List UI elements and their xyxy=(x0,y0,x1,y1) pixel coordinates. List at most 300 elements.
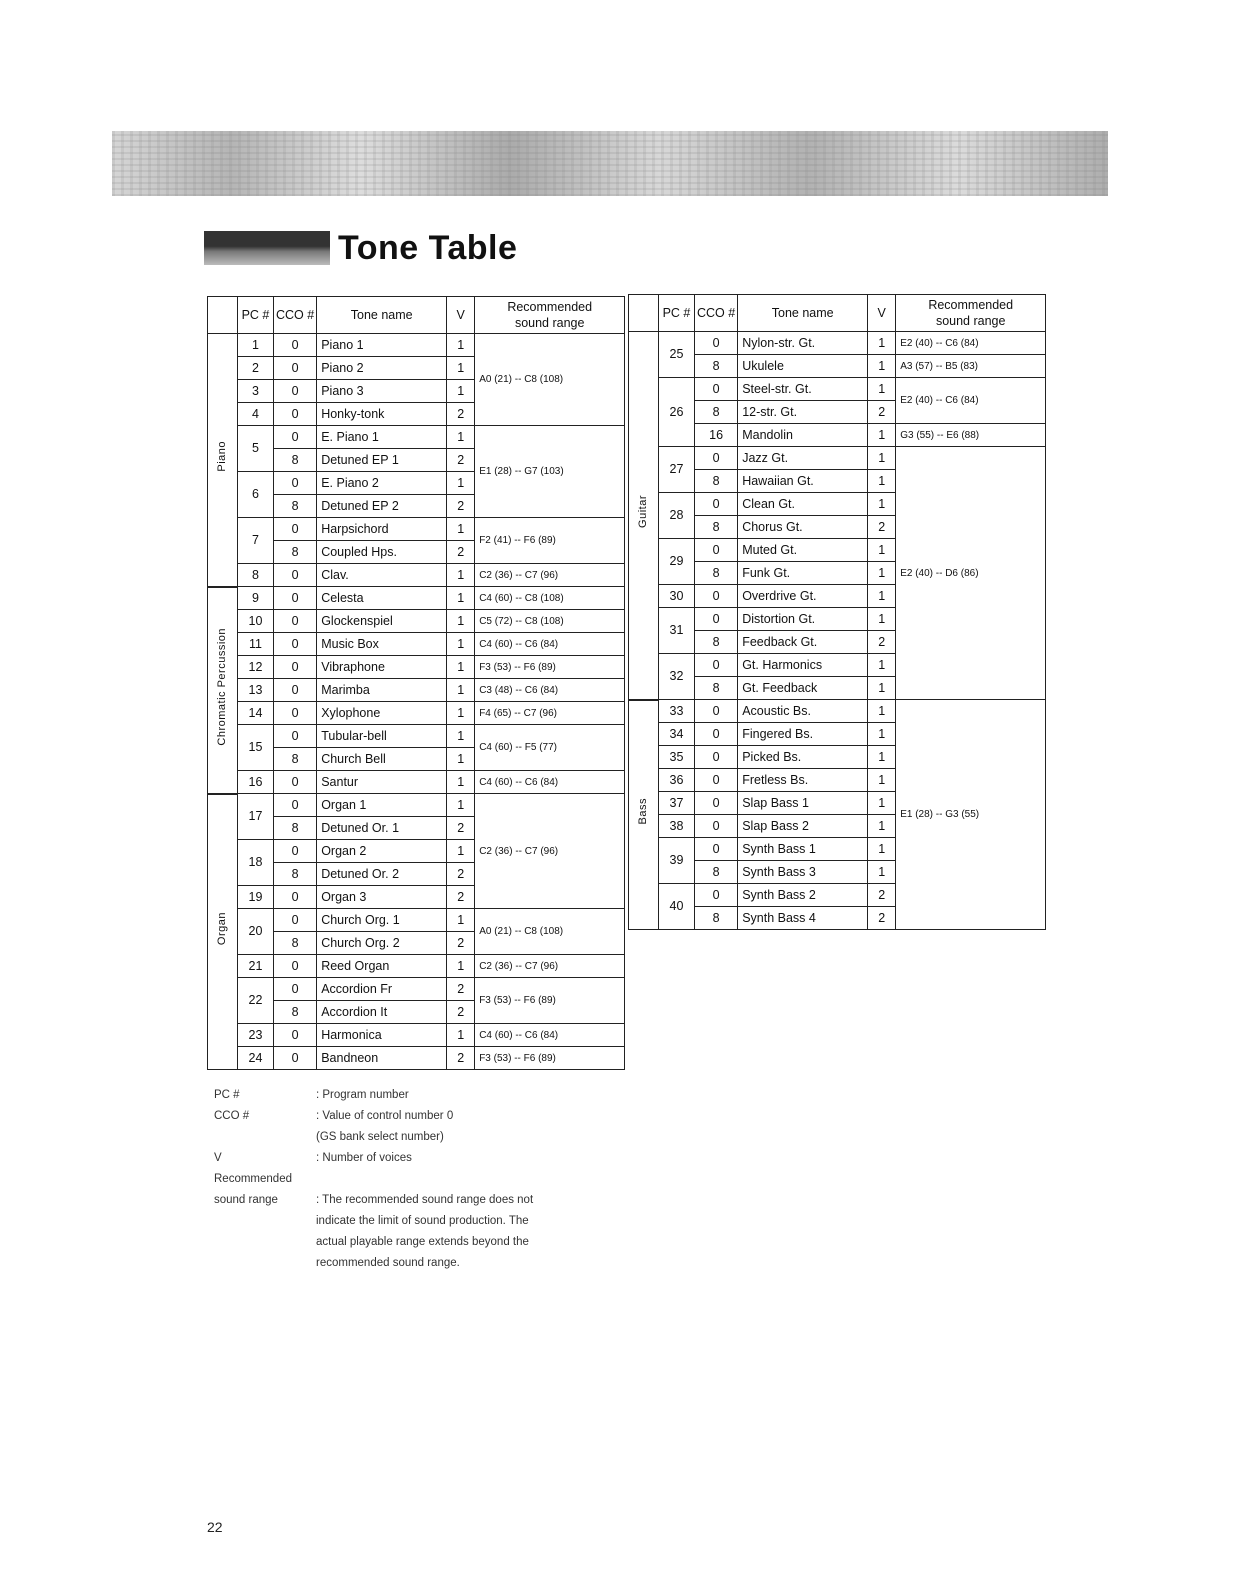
voice-count: 1 xyxy=(447,1024,475,1047)
pc-number: 26 xyxy=(659,378,695,447)
legend-description: : Program number xyxy=(316,1089,409,1101)
sound-range: E2 (40) -- C6 (84) xyxy=(896,378,1046,424)
pc-number: 39 xyxy=(659,838,695,884)
voice-count: 2 xyxy=(447,1001,475,1024)
header-pc: PC # xyxy=(659,295,695,332)
cco-number: 0 xyxy=(695,746,738,769)
pc-number: 11 xyxy=(238,633,274,656)
tone-name: Distortion Gt. xyxy=(738,608,868,631)
cco-number: 0 xyxy=(274,357,317,380)
cco-number: 0 xyxy=(274,426,317,449)
tone-name: Honky-tonk xyxy=(317,403,447,426)
cco-number: 8 xyxy=(695,631,738,654)
voice-count: 1 xyxy=(868,493,896,516)
legend-term: Recommended xyxy=(214,1173,292,1185)
cco-number: 0 xyxy=(695,493,738,516)
cco-number: 0 xyxy=(274,633,317,656)
header-tone-name: Tone name xyxy=(738,295,868,332)
pc-number: 35 xyxy=(659,746,695,769)
header-range-line2: sound range xyxy=(935,314,1006,328)
voice-count: 1 xyxy=(447,794,475,817)
tone-name: Bandneon xyxy=(317,1047,447,1070)
tone-name: Hawaiian Gt. xyxy=(738,470,868,493)
table-row xyxy=(208,610,625,633)
table-row xyxy=(629,378,1046,401)
table-row xyxy=(208,633,625,656)
pc-number: 27 xyxy=(659,447,695,493)
pc-number: 40 xyxy=(659,884,695,930)
cco-number: 0 xyxy=(695,792,738,815)
pc-number: 2 xyxy=(238,357,274,380)
pc-number: 36 xyxy=(659,769,695,792)
voice-count: 1 xyxy=(868,424,896,447)
sound-range: C2 (36) -- C7 (96) xyxy=(475,564,625,587)
voice-count: 1 xyxy=(447,357,475,380)
voice-count: 1 xyxy=(447,656,475,679)
cco-number: 0 xyxy=(695,585,738,608)
sound-range: C2 (36) -- C7 (96) xyxy=(475,955,625,978)
table-row xyxy=(208,656,625,679)
tone-name: Accordion Fr xyxy=(317,978,447,1001)
cco-number: 0 xyxy=(695,769,738,792)
header-corner xyxy=(208,297,238,334)
tone-table-left xyxy=(207,296,625,1070)
table-row xyxy=(208,794,625,817)
cco-number: 0 xyxy=(274,380,317,403)
cco-number: 8 xyxy=(695,907,738,930)
category-label xyxy=(208,794,238,1070)
cco-number: 8 xyxy=(695,677,738,700)
cco-number: 0 xyxy=(274,840,317,863)
tone-name: Gt. Feedback xyxy=(738,677,868,700)
legend-row xyxy=(214,1127,616,1148)
tone-name: Piano 1 xyxy=(317,334,447,357)
tone-name: Accordion It xyxy=(317,1001,447,1024)
voice-count: 2 xyxy=(447,886,475,909)
legend-row xyxy=(214,1148,616,1169)
cco-number: 0 xyxy=(695,332,738,355)
cco-number: 0 xyxy=(274,679,317,702)
tone-name: Organ 3 xyxy=(317,886,447,909)
voice-count: 1 xyxy=(868,815,896,838)
cco-number: 0 xyxy=(695,884,738,907)
pc-number: 20 xyxy=(238,909,274,955)
pc-number: 4 xyxy=(238,403,274,426)
tone-name: Tubular-bell xyxy=(317,725,447,748)
pc-number: 13 xyxy=(238,679,274,702)
legend-description: (GS bank select number) xyxy=(316,1131,444,1143)
voice-count: 2 xyxy=(868,401,896,424)
tone-name: Santur xyxy=(317,771,447,794)
pc-number: 34 xyxy=(659,723,695,746)
voice-count: 1 xyxy=(868,700,896,723)
tone-name: Glockenspiel xyxy=(317,610,447,633)
voice-count: 1 xyxy=(868,769,896,792)
tone-name: Piano 2 xyxy=(317,357,447,380)
cco-number: 0 xyxy=(695,723,738,746)
tone-name: Church Org. 2 xyxy=(317,932,447,955)
pc-number: 24 xyxy=(238,1047,274,1070)
legend-row xyxy=(214,1232,616,1253)
cco-number: 0 xyxy=(274,656,317,679)
legend-row xyxy=(214,1106,616,1127)
sound-range: C3 (48) -- C6 (84) xyxy=(475,679,625,702)
voice-count: 2 xyxy=(447,449,475,472)
cco-number: 0 xyxy=(274,702,317,725)
title-area xyxy=(204,226,517,270)
tone-name: Vibraphone xyxy=(317,656,447,679)
pc-number: 18 xyxy=(238,840,274,886)
table-row xyxy=(208,955,625,978)
sound-range: E1 (28) -- G7 (103) xyxy=(475,426,625,518)
sound-range: F3 (53) -- F6 (89) xyxy=(475,978,625,1024)
legend-description xyxy=(316,1169,616,1190)
sound-range: C4 (60) -- C6 (84) xyxy=(475,1024,625,1047)
legend-term xyxy=(214,1232,316,1253)
tone-name: Detuned Or. 1 xyxy=(317,817,447,840)
legend-description: recommended sound range. xyxy=(316,1257,460,1269)
tone-name: Music Box xyxy=(317,633,447,656)
sound-range: A0 (21) -- C8 (108) xyxy=(475,334,625,426)
tone-name: Church Org. 1 xyxy=(317,909,447,932)
voice-count: 1 xyxy=(447,380,475,403)
tone-name: Jazz Gt. xyxy=(738,447,868,470)
tone-name: Clav. xyxy=(317,564,447,587)
legend-description: actual playable range extends beyond the xyxy=(316,1236,529,1248)
tone-name: Nylon-str. Gt. xyxy=(738,332,868,355)
tone-name: Xylophone xyxy=(317,702,447,725)
tone-name: Celesta xyxy=(317,587,447,610)
header-range-line2: sound range xyxy=(514,316,585,330)
sound-range: C4 (60) -- C6 (84) xyxy=(475,633,625,656)
header-voices: V xyxy=(868,295,896,332)
pc-number: 6 xyxy=(238,472,274,518)
voice-count: 1 xyxy=(868,654,896,677)
legend-term: PC # xyxy=(214,1089,240,1101)
cco-number: 0 xyxy=(695,447,738,470)
table-row xyxy=(208,1024,625,1047)
sound-range: C2 (36) -- C7 (96) xyxy=(475,794,625,909)
cco-number: 0 xyxy=(274,794,317,817)
cco-number: 0 xyxy=(695,654,738,677)
sound-range: E2 (40) -- D6 (86) xyxy=(896,447,1046,700)
tone-name: E. Piano 1 xyxy=(317,426,447,449)
table-row xyxy=(208,518,625,541)
tone-name: Synth Bass 4 xyxy=(738,907,868,930)
sound-range: F4 (65) -- C7 (96) xyxy=(475,702,625,725)
voice-count: 1 xyxy=(868,470,896,493)
voice-count: 1 xyxy=(868,677,896,700)
header-corner xyxy=(629,295,659,332)
tone-name: Slap Bass 2 xyxy=(738,815,868,838)
voice-count: 2 xyxy=(447,495,475,518)
voice-count: 2 xyxy=(447,978,475,1001)
pc-number: 31 xyxy=(659,608,695,654)
header-cco: CCO # xyxy=(695,295,738,332)
cco-number: 0 xyxy=(695,378,738,401)
category-label xyxy=(208,587,238,794)
voice-count: 2 xyxy=(447,403,475,426)
page-title: Tone Table xyxy=(338,228,518,267)
legend-description: : Value of control number 0 xyxy=(316,1110,454,1122)
voice-count: 2 xyxy=(868,631,896,654)
cco-number: 0 xyxy=(695,608,738,631)
cco-number: 0 xyxy=(695,838,738,861)
cco-number: 8 xyxy=(274,932,317,955)
voice-count: 1 xyxy=(447,633,475,656)
cco-number: 0 xyxy=(274,587,317,610)
legend-description: : The recommended sound range does not xyxy=(316,1194,534,1206)
cco-number: 0 xyxy=(274,886,317,909)
category-name: Guitar xyxy=(637,495,649,529)
pc-number: 8 xyxy=(238,564,274,587)
tone-name: Funk Gt. xyxy=(738,562,868,585)
voice-count: 1 xyxy=(868,608,896,631)
header-recommended-range xyxy=(896,295,1046,332)
cco-number: 16 xyxy=(695,424,738,447)
tone-name: Detuned EP 1 xyxy=(317,449,447,472)
tone-name: Fretless Bs. xyxy=(738,769,868,792)
table-row xyxy=(208,564,625,587)
pc-number: 16 xyxy=(238,771,274,794)
sound-range: F2 (41) -- F6 (89) xyxy=(475,518,625,564)
voice-count: 2 xyxy=(447,1047,475,1070)
cco-number: 8 xyxy=(274,495,317,518)
cco-number: 0 xyxy=(695,700,738,723)
voice-count: 1 xyxy=(447,725,475,748)
table-row xyxy=(208,679,625,702)
title-bar-graphic xyxy=(204,231,330,265)
pc-number: 10 xyxy=(238,610,274,633)
legend-term: sound range xyxy=(214,1194,278,1206)
tone-name: E. Piano 2 xyxy=(317,472,447,495)
voice-count: 2 xyxy=(447,541,475,564)
legend-term xyxy=(214,1211,316,1232)
tone-name: Picked Bs. xyxy=(738,746,868,769)
legend-term xyxy=(214,1253,316,1274)
pc-number: 22 xyxy=(238,978,274,1024)
table-row xyxy=(208,978,625,1001)
category-name: Piano xyxy=(216,440,228,472)
cco-number: 0 xyxy=(274,610,317,633)
legend-row xyxy=(214,1190,616,1211)
cco-number: 8 xyxy=(695,470,738,493)
pc-number: 5 xyxy=(238,426,274,472)
pc-number: 1 xyxy=(238,334,274,357)
voice-count: 1 xyxy=(447,955,475,978)
cco-number: 0 xyxy=(274,403,317,426)
cco-number: 0 xyxy=(274,564,317,587)
cco-number: 8 xyxy=(274,748,317,771)
table-row xyxy=(208,702,625,725)
category-label xyxy=(629,332,659,700)
pc-number: 21 xyxy=(238,955,274,978)
cco-number: 0 xyxy=(274,978,317,1001)
voice-count: 1 xyxy=(868,585,896,608)
voice-count: 1 xyxy=(447,472,475,495)
table-row xyxy=(629,700,1046,723)
pc-number: 7 xyxy=(238,518,274,564)
pc-number: 28 xyxy=(659,493,695,539)
voice-count: 1 xyxy=(447,334,475,357)
pc-number: 12 xyxy=(238,656,274,679)
sound-range: A3 (57) -- B5 (83) xyxy=(896,355,1046,378)
sound-range: C5 (72) -- C8 (108) xyxy=(475,610,625,633)
legend-term: CCO # xyxy=(214,1110,250,1122)
cco-number: 8 xyxy=(695,562,738,585)
tone-name: Clean Gt. xyxy=(738,493,868,516)
cco-number: 8 xyxy=(695,516,738,539)
tone-name: Feedback Gt. xyxy=(738,631,868,654)
pc-number: 19 xyxy=(238,886,274,909)
tone-name: Muted Gt. xyxy=(738,539,868,562)
voice-count: 1 xyxy=(868,332,896,355)
voice-count: 1 xyxy=(447,909,475,932)
cco-number: 0 xyxy=(695,539,738,562)
voice-count: 1 xyxy=(868,838,896,861)
table-row xyxy=(208,1047,625,1070)
tone-name: Coupled Hps. xyxy=(317,541,447,564)
voice-count: 2 xyxy=(868,516,896,539)
sound-range: C4 (60) -- C8 (108) xyxy=(475,587,625,610)
voice-count: 1 xyxy=(868,792,896,815)
cco-number: 0 xyxy=(274,1047,317,1070)
sound-range: E2 (40) -- C6 (84) xyxy=(896,332,1046,355)
voice-count: 1 xyxy=(447,426,475,449)
legend-term xyxy=(214,1127,316,1148)
tone-name: Fingered Bs. xyxy=(738,723,868,746)
table-row xyxy=(629,332,1046,355)
tone-name: Steel-str. Gt. xyxy=(738,378,868,401)
header-cco: CCO # xyxy=(274,297,317,334)
voice-count: 1 xyxy=(868,746,896,769)
tone-name: Harmonica xyxy=(317,1024,447,1047)
tone-name: Organ 1 xyxy=(317,794,447,817)
header-banner xyxy=(112,131,1108,196)
pc-number: 33 xyxy=(659,700,695,723)
sound-range: E1 (28) -- G3 (55) xyxy=(896,700,1046,930)
table-row xyxy=(208,334,625,357)
cco-number: 0 xyxy=(274,909,317,932)
cco-number: 8 xyxy=(695,355,738,378)
voice-count: 1 xyxy=(447,610,475,633)
tone-name: Overdrive Gt. xyxy=(738,585,868,608)
voice-count: 1 xyxy=(868,355,896,378)
sound-range: A0 (21) -- C8 (108) xyxy=(475,909,625,955)
header-tone-name: Tone name xyxy=(317,297,447,334)
category-name: Chromatic Percussion xyxy=(216,627,228,746)
tone-name: Church Bell xyxy=(317,748,447,771)
voice-count: 1 xyxy=(868,723,896,746)
tone-name: Mandolin xyxy=(738,424,868,447)
voice-count: 2 xyxy=(447,932,475,955)
pc-number: 23 xyxy=(238,1024,274,1047)
tone-name: Detuned Or. 2 xyxy=(317,863,447,886)
voice-count: 1 xyxy=(447,679,475,702)
table-row xyxy=(208,725,625,748)
category-label xyxy=(208,334,238,587)
tone-name: Slap Bass 1 xyxy=(738,792,868,815)
tone-name: Synth Bass 2 xyxy=(738,884,868,907)
page-number: 22 xyxy=(207,1519,223,1535)
tone-name: Ukulele xyxy=(738,355,868,378)
legend-description: : Number of voices xyxy=(316,1152,412,1164)
voice-count: 1 xyxy=(447,564,475,587)
tone-name: Synth Bass 3 xyxy=(738,861,868,884)
voice-count: 1 xyxy=(447,840,475,863)
table-row xyxy=(208,587,625,610)
voice-count: 1 xyxy=(447,748,475,771)
sound-range: F3 (53) -- F6 (89) xyxy=(475,656,625,679)
tone-name: Synth Bass 1 xyxy=(738,838,868,861)
pc-number: 25 xyxy=(659,332,695,378)
cco-number: 0 xyxy=(274,725,317,748)
pc-number: 37 xyxy=(659,792,695,815)
voice-count: 2 xyxy=(447,817,475,840)
table-row xyxy=(629,447,1046,470)
cco-number: 0 xyxy=(274,771,317,794)
cco-number: 0 xyxy=(274,472,317,495)
pc-number: 17 xyxy=(238,794,274,840)
cco-number: 0 xyxy=(274,334,317,357)
tone-name: Chorus Gt. xyxy=(738,516,868,539)
cco-number: 0 xyxy=(274,518,317,541)
pc-number: 3 xyxy=(238,380,274,403)
tone-name: Gt. Harmonics xyxy=(738,654,868,677)
tone-name: Detuned EP 2 xyxy=(317,495,447,518)
sound-range: C4 (60) -- C6 (84) xyxy=(475,771,625,794)
pc-number: 30 xyxy=(659,585,695,608)
pc-number: 38 xyxy=(659,815,695,838)
cco-number: 8 xyxy=(274,541,317,564)
pc-number: 29 xyxy=(659,539,695,585)
header-voices: V xyxy=(447,297,475,334)
table-row xyxy=(208,771,625,794)
cco-number: 8 xyxy=(274,863,317,886)
pc-number: 15 xyxy=(238,725,274,771)
category-name: Bass xyxy=(637,798,649,825)
cco-number: 0 xyxy=(274,1024,317,1047)
tone-name: Acoustic Bs. xyxy=(738,700,868,723)
cco-number: 0 xyxy=(695,815,738,838)
table-row xyxy=(208,909,625,932)
cco-number: 8 xyxy=(695,401,738,424)
tone-name: Reed Organ xyxy=(317,955,447,978)
header-pc: PC # xyxy=(238,297,274,334)
tone-name: Harpsichord xyxy=(317,518,447,541)
voice-count: 2 xyxy=(868,884,896,907)
voice-count: 1 xyxy=(868,861,896,884)
tone-name: Piano 3 xyxy=(317,380,447,403)
header-range-line1: Recommended xyxy=(507,300,593,314)
cco-number: 8 xyxy=(695,861,738,884)
legend-row xyxy=(214,1253,616,1274)
sound-range: F3 (53) -- F6 (89) xyxy=(475,1047,625,1070)
tone-name: Marimba xyxy=(317,679,447,702)
cco-number: 8 xyxy=(274,449,317,472)
tone-name: 12-str. Gt. xyxy=(738,401,868,424)
voice-count: 2 xyxy=(447,863,475,886)
voice-count: 1 xyxy=(447,587,475,610)
legend-row xyxy=(214,1169,616,1190)
tone-name: Organ 2 xyxy=(317,840,447,863)
legend-term: V xyxy=(214,1152,222,1164)
legend-row xyxy=(214,1211,616,1232)
category-label xyxy=(629,700,659,930)
voice-count: 1 xyxy=(868,562,896,585)
category-name: Organ xyxy=(216,911,228,945)
pc-number: 9 xyxy=(238,587,274,610)
